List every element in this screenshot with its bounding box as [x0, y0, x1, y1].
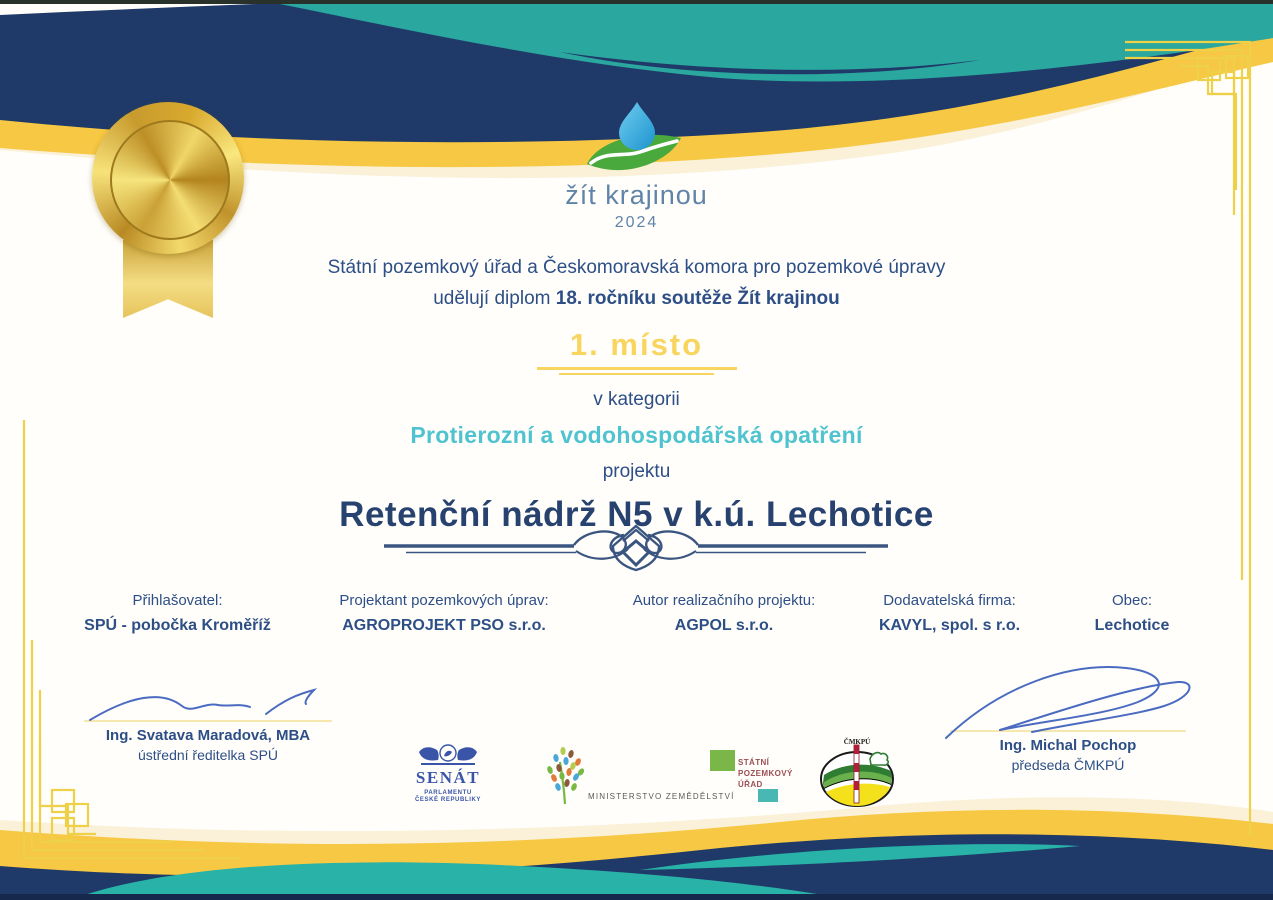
intro-line-1: Státní pozemkový úřad a Českomoravská komora pro pozemkové úpravy	[327, 257, 946, 278]
spu-teal-square	[758, 789, 778, 802]
cmkpu-label-text: ČMKPÚ	[843, 738, 871, 746]
signature-line	[950, 730, 1186, 732]
credit-value: KAVYL, spol. s r.o.	[878, 617, 1021, 634]
credit-applicant	[55, 592, 300, 635]
credit-value: AGPOL s.r.o.	[674, 617, 774, 634]
credit-label: Dodavatelská firma:	[883, 592, 1016, 609]
signature-line	[84, 720, 332, 722]
senat-sub2: ČESKÉ REPUBLIKY	[414, 797, 481, 803]
category-name: Protierozní a vodohospodářská opatření	[410, 422, 863, 448]
cmkpu-logo	[818, 737, 896, 809]
senat-sub1: PARLAMENTU	[424, 790, 472, 796]
ministry-of-agriculture-logo	[540, 744, 735, 808]
ministry-tree-icon	[540, 744, 590, 806]
credit-value: SPÚ - pobočka Kroměříž	[84, 617, 271, 634]
cmkpu-emblem-icon	[818, 737, 896, 809]
project-label: projektu	[602, 461, 671, 482]
spu-text	[738, 757, 793, 790]
credit-author	[588, 592, 860, 635]
award-place: 1. místo	[569, 327, 704, 362]
spu-line1: STÁTNÍ	[738, 758, 770, 767]
zit-krajinou-logo	[0, 100, 1273, 232]
certificate-body-text	[0, 252, 1273, 535]
ministry-label: MINISTERSTVO ZEMĚDĚLSTVÍ	[588, 792, 735, 801]
signature-scribble	[82, 678, 334, 724]
senat-crest-icon	[413, 742, 483, 768]
place-underline	[537, 367, 737, 370]
intro-line-2-bold: 18. ročníku soutěže Žít krajinou	[555, 288, 840, 309]
spu-line3: ÚŘAD	[738, 780, 763, 789]
signatory-name: Ing. Svatava Maradová, MBA	[105, 727, 311, 744]
credit-label: Projektant pozemkových úprav:	[339, 592, 549, 609]
ornamental-divider	[376, 524, 896, 574]
credit-designer	[315, 592, 573, 635]
drop-leaf-icon	[567, 100, 707, 178]
credit-label: Obec:	[1111, 592, 1153, 609]
credit-contractor	[852, 592, 1047, 635]
signatory-role: ústřední ředitelka SPÚ	[137, 747, 279, 763]
logo-title: žít krajinou	[565, 180, 708, 210]
credit-label: Autor realizačního projektu:	[632, 592, 816, 609]
senat-word: SENÁT	[415, 768, 481, 787]
credit-municipality	[1057, 592, 1207, 635]
intro-line-2-regular: udělují diplom	[433, 288, 556, 309]
category-label: v kategorii	[593, 389, 680, 410]
signatory-name: Ing. Michal Pochop	[999, 737, 1137, 754]
spu-line2: POZEMKOVÝ	[738, 769, 793, 778]
place-underline-2	[559, 373, 714, 375]
credit-value: Lechotice	[1094, 617, 1170, 634]
project-title: Retenční nádrž N5 v k.ú. Lechotice	[339, 495, 934, 534]
credit-value: AGROPROJEKT PSO s.r.o.	[342, 617, 546, 634]
spu-green-square	[710, 750, 735, 771]
intro-line-2	[0, 283, 1273, 314]
signature-scribble	[940, 658, 1196, 740]
senat-logo	[403, 742, 493, 803]
signature-right	[940, 658, 1196, 773]
spu-logo	[706, 748, 816, 806]
credit-label: Přihlašovatel:	[132, 592, 223, 609]
logo-year: 2024	[614, 214, 659, 231]
signatory-role: předseda ČMKPÚ	[1011, 757, 1125, 773]
signature-left	[82, 678, 334, 763]
